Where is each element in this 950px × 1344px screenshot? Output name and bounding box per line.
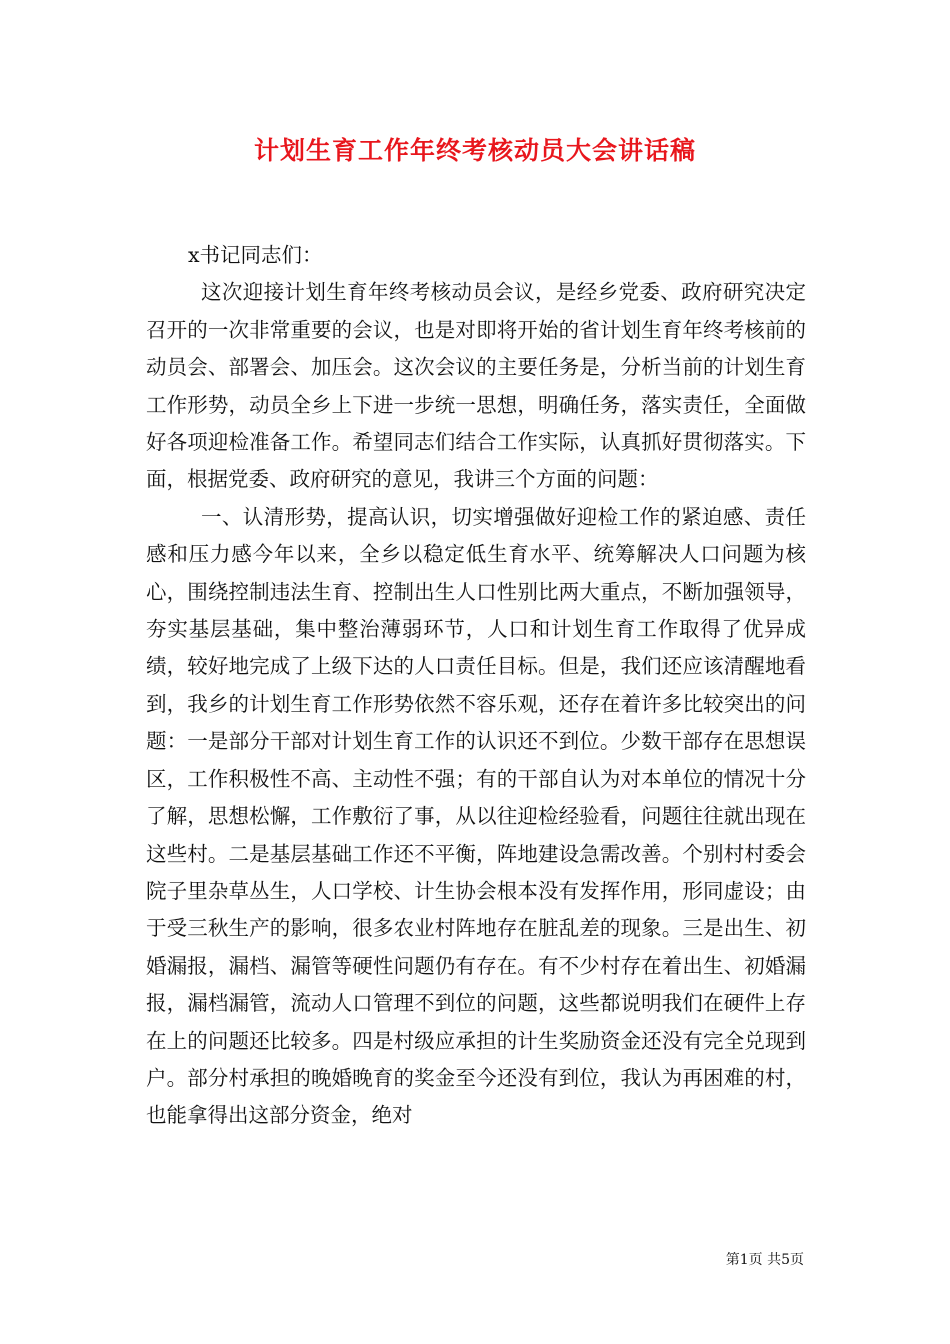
document-title: 计划生育工作年终考核动员大会讲话稿: [253, 136, 696, 165]
salutation: x书记同志们：: [188, 243, 323, 267]
paragraph-intro: 这次迎接计划生育年终考核动员会议，是经乡党委、政府研究决定召开的一次非常重要的会议，也是对即将开始的省计划生育年终考核前的动员会、部署会、加压会。这次会议的主要任务是，分析当前的计划生育工作形势，动员全乡上下进一步统一思想，明确任务，落实责任，全面做好各项迎检准备工作。希望同志们结合工作实际，认真抓好贯彻落实。下面，根据党委、政府研究的意见，我讲三个方面的问题：: [146, 280, 806, 492]
document-body: [146, 237, 806, 1135]
page-number-footer: 第1页 共5页: [725, 1252, 804, 1268]
paragraph-section-one: 一、认清形势，提高认识，切实增强做好迎检工作的紧迫感、责任感和压力感今年以来，全乡以稳定低生育水平、统筹解决人口问题为核心，围绕控制违法生育、控制出生人口性别比两大重点，不断加强领导，夯实基层基础，集中整治薄弱环节，人口和计划生育工作取得了优异成绩，较好地完成了上级下达的人口责任目标。但是，我们还应该清醒地看到，我乡的计划生育工作形势依然不容乐观，还存在着许多比较突出的问题：一是部分干部对计划生育工作的认识还不到位。少数干部存在思想误区，工作积极性不高、主动性不强；有的干部自认为对本单位的情况十分了解，思想松懈，工作敷衍了事，从以往迎检经验看，问题往往就出现在这些村。二是基层基础工作还不平衡，阵地建设急需改善。个别村村委会院子里杂草丛生，人口学校、计生协会根本没有发挥作用，形同虚设；由于受三秋生产的影响，很多农业村阵地存在脏乱差的现象。三是出生、初婚漏报，漏档、漏管等硬性问题仍有存在。有不少村存在着出生、初婚漏报，漏档漏管，流动人口管理不到位的问题，这些都说明我们在硬件上存在上的问题还比较多。四是村级应承担的计生奖励资金还没有完全兑现到户。部分村承担的晚婚晚育的奖金至今还没有到位，我认为再困难的村，也能拿得出这部分资金，绝对: [146, 504, 806, 1128]
